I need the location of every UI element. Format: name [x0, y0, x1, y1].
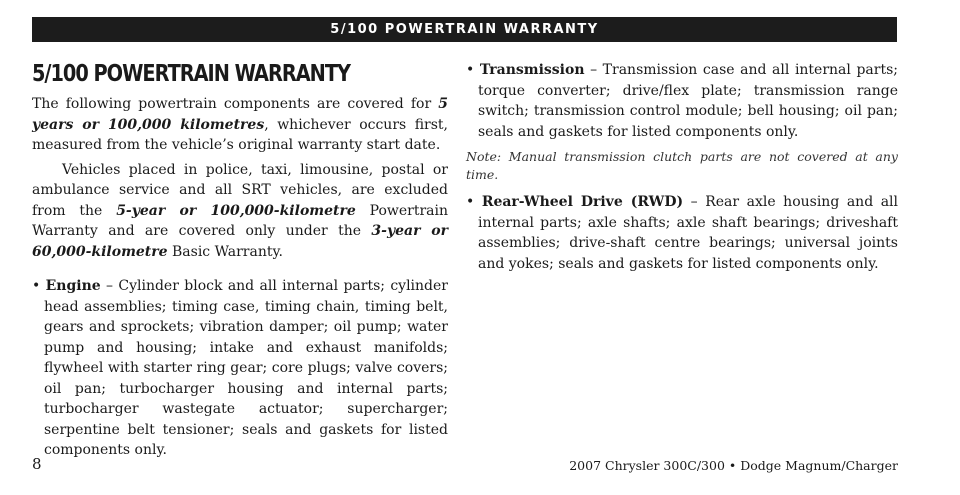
intro-term: 5 years or 100,000 kilometres — [32, 96, 448, 133]
exclusion-text-mid: Powertrain Warranty and are covered only under the — [32, 202, 448, 239]
page-number: 8 — [32, 455, 42, 473]
bullet-icon: • — [466, 62, 480, 78]
rwd-text: – Rear axle housing and all internal parts; axle shafts; axle shaft bearings; driveshaft assemblies; drive-shaft centre bearings; universal joints and yokes; seals and gaskets for listed components only. — [478, 194, 898, 272]
intro-text-end: , whichever occurs first, measured from the vehicle’s original warranty start date. — [32, 116, 449, 153]
right-column — [466, 60, 898, 274]
transmission-bullet — [466, 60, 898, 142]
intro-paragraph — [32, 94, 448, 156]
section-title: 5/100 POWERTRAIN WARRANTY — [32, 61, 350, 87]
bullet-icon: • — [32, 278, 46, 294]
exclusion-text: Vehicles placed in police, taxi, limousine, postal or ambulance service and all SRT vehicles, are excluded from the — [32, 161, 448, 219]
footer-title: 2007 Chrysler 300C/300 • Dodge Magnum/Charger — [569, 458, 898, 473]
transmission-label: Transmission — [479, 62, 585, 78]
engine-text: – Cylinder block and all internal parts; cylinder head assemblies; timing case, timing chain, timing belt, gears and sprockets; vibration damper; oil pump; water pump and housing; intake and exhaust manifolds; flywheel with starter ring gear; core plugs; valve covers; oil pan; turbocharger housing and internal parts; turbocharger wastegate actuator; supercharger; serpentine belt tensioner; seals and gaskets for listed components only. — [44, 278, 448, 458]
transmission-text: – Transmission case and all internal parts; torque converter; drive/flex plate; transmission range switch; transmission control module; bell housing; oil pan; seals and gaskets for listed components only. — [478, 62, 898, 140]
intro-text: The following powertrain components are covered for — [32, 96, 439, 112]
bullet-icon: • — [466, 194, 482, 210]
engine-bullet — [32, 276, 448, 461]
header-banner-text: 5/100 POWERTRAIN WARRANTY — [330, 22, 599, 37]
header-banner — [32, 17, 897, 42]
exclusion-text-end: Basic Warranty. — [167, 243, 283, 260]
exclusion-term-powertrain: 5-year or 100,000-kilometre — [116, 202, 356, 219]
exclusion-term-basic: 3-year or 60,000-kilometre — [32, 223, 448, 260]
left-column — [32, 58, 448, 461]
engine-label: Engine — [45, 278, 101, 294]
manual-transmission-note: Note: Manual transmission clutch parts are not covered at any time. — [466, 149, 898, 182]
rwd-label: Rear-Wheel Drive (RWD) — [481, 194, 684, 210]
exclusion-paragraph — [32, 160, 448, 263]
rwd-bullet — [466, 192, 898, 274]
